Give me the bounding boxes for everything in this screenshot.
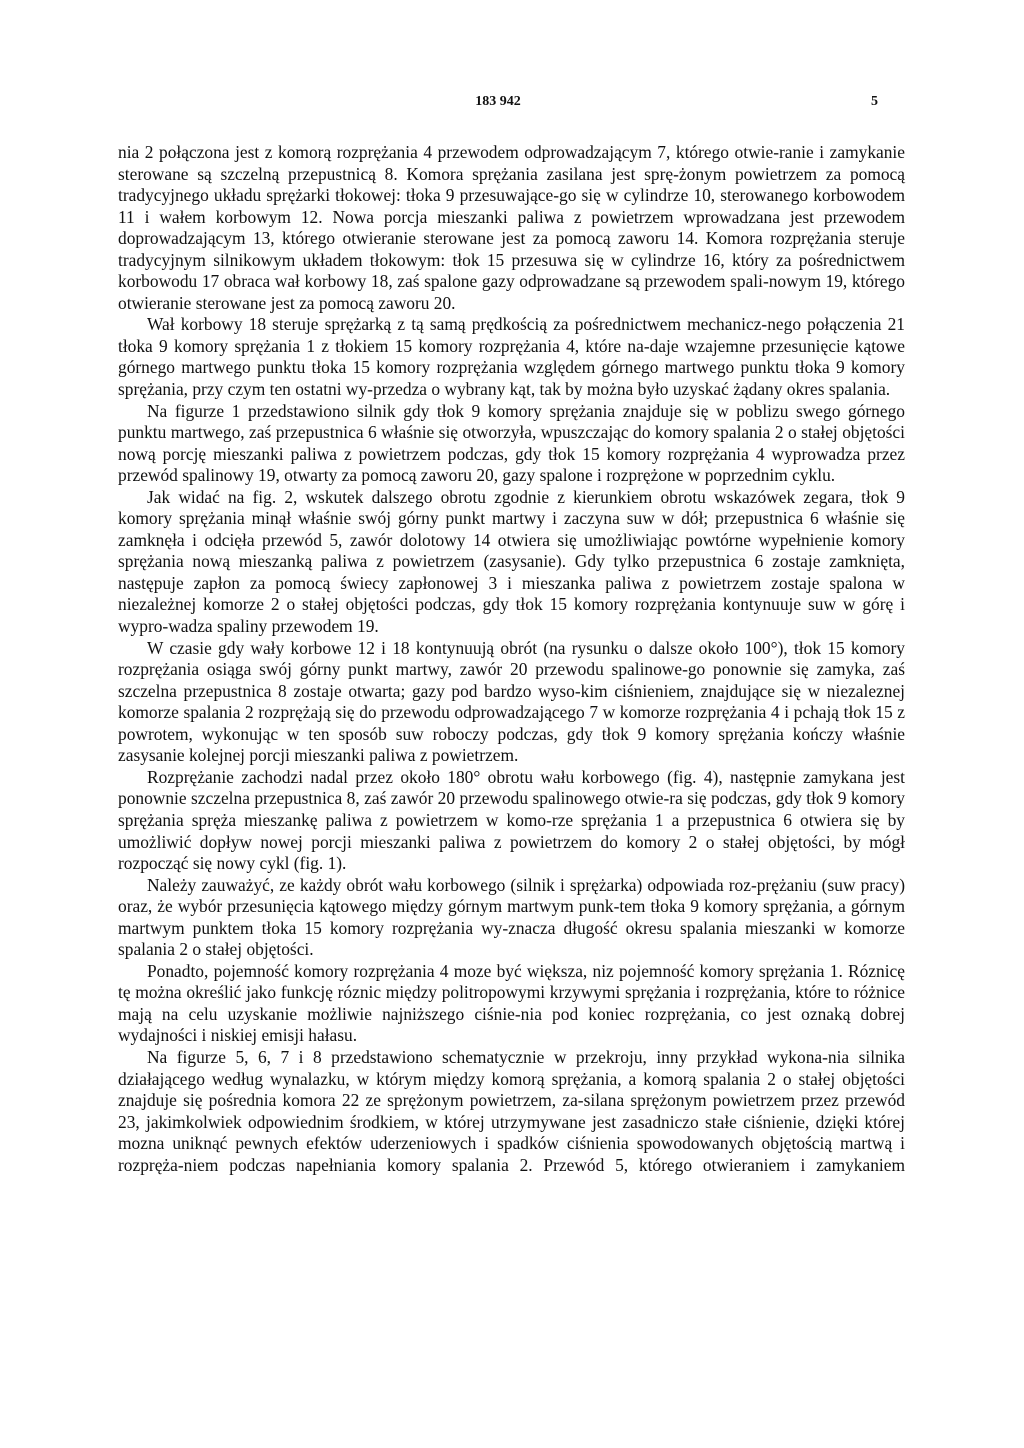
paragraph-8: Ponadto, pojemność komory rozprężania 4 moze być większa, niz pojemność komory sprężania 1. Róznicę tę można określić jako funkcję róznic między politropowymi krzywymi sprężania i rozprężania, które to różnice mają na celu uzyskanie możliwie najniższego ciśnie-nia pod koniec rozprężania, co jest oznaką dobrej wydajności i niskiej emisji hałasu. (118, 960, 905, 1046)
paragraph-4: Jak widać na fig. 2, wskutek dalszego obrotu zgodnie z kierunkiem obrotu wskazówek zegara, tłok 9 komory sprężania minął właśnie swój górny punkt martwy i zaczyna suw w dół; przepustnica 6 właśnie się zamknęła i odcięła przewód 5, zawór dolotowy 14 otwiera się umożliwiając powtórne wypełnienie komory sprężania nową mieszanką paliwa z powietrzem (zasysanie). Gdy tylko przepustnica 6 zostaje zamknięta, następuje zapłon za pomocą świecy zapłonowej 3 i mieszanka paliwa z powietrzem zostaje spalona w niezależnej komorze 2 o stałej objętości podczas, gdy tłok 15 komory rozprężania kontynuuje suw w górę i wypro-wadza spaliny przewodem 19. (118, 486, 905, 637)
page-header (118, 94, 878, 116)
paragraph-9: Na figurze 5, 6, 7 i 8 przedstawiono schematycznie w przekroju, inny przykład wykona-nia silnika działającego według wynalazku, w którym między komorą sprężania, a komorą spalania 2 o stałej objętości znajduje się pośrednia komora 22 ze sprężonym powietrzem, za-silana sprężonym powietrzem przez przewód 23, jakimkolwiek odpowiednim środkiem, w której utrzymywane jest zasadniczo stałe ciśnienie, dzięki której mozna uniknąć pewnych efektów uderzeniowych i spadków ciśnienia spowodowanych objętością martwą i rozpręża-niem podczas napełniania komory spalania 2. Przewód 5, którego otwieraniem i zamykaniem (118, 1046, 905, 1175)
paragraph-1: nia 2 połączona jest z komorą rozprężania 4 przewodem odprowadzającym 7, którego otwie-ranie i zamykanie sterowane są szczelną przepustnicą 8. Komora sprężania zasilana jest sprę-żonym powietrzem za pomocą tradycyjnego układu sprężarki tłokowej: tłoka 9 przesuwające-go się w cylindrze 10, sterowanego korbowodem 11 i wałem korbowym 12. Nowa porcja mieszanki paliwa z powietrzem wprowadzana jest przewodem doprowadzającym 13, którego otwieranie sterowane jest za pomocą zaworu 14. Komora rozprężania steruje tradycyjnym silnikowym układem tłokowym: tłok 15 przesuwa się w cylindrze 16, który za pośrednictwem korbowodu 17 obraca wał korbowy 18, zaś spalone gazy odprowadzane są przewodem spali-nowym 19, którego otwieranie sterowane jest za pomocą zaworu 20. (118, 142, 905, 313)
paragraph-2: Wał korbowy 18 steruje sprężarką z tą samą prędkością za pośrednictwem mechanicz-nego połączenia 21 tłoka 9 komory sprężania 1 z tłokiem 15 komory rozprężania 4, które na-daje wzajemne przesunięcie kątowe górnego martwego punktu tłoka 15 komory rozprężania względem górnego martwego punktu tłoka 9 komory sprężania, przy czym ten ostatni wy-przedza o wybrany kąt, tak by można było uzyskać żądany okres spalania. (118, 314, 905, 400)
paragraph-5: W czasie gdy wały korbowe 12 i 18 kontynuują obrót (na rysunku o dalsze około 100°), tłok 15 komory rozprężania osiąga swój górny punkt martwy, zawór 20 przewodu spalinowe-go ponownie się zamyka, zaś szczelna przepustnica 8 zostaje otwarta; gazy pod bardzo wyso-kim ciśnieniem, znajdujące się w niezaleznej komorze spalania 2 rozprężają się do przewodu odprowadzającego 7 w komorze rozprężania 4 i pchają tłok 15 z powrotem, wykonując w ten sposób suw roboczy podczas, gdy tłok 9 komory sprężania kończy właśnie zasysanie kolejnej porcji mieszanki paliwa z powietrzem. (118, 637, 905, 766)
page-number: 5 (871, 94, 878, 109)
body-text (118, 142, 905, 1176)
patent-number: 183 942 (475, 94, 521, 109)
paragraph-7: Należy zauważyć, ze każdy obrót wału korbowego (silnik i sprężarka) odpowiada roz-prężaniu (suw pracy) oraz, że wybór przesunięcia kątowego między górnym martwym punk-tem tłoka 9 komory sprężania, a górnym martwym punktem tłoka 15 komory rozprężania wy-znacza długość okresu spalania mieszanki w komorze spalania 2 o stałej objętości. (118, 874, 905, 960)
paragraph-6: Rozprężanie zachodzi nadal przez około 180° obrotu wału korbowego (fig. 4), następnie zamykana jest ponownie szczelna przepustnica 8, zaś zawór 20 przewodu spalinowego otwie-ra się podczas, gdy tłok 9 komory sprężania spręża mieszankę paliwa z powietrzem w komo-rze sprężania 1 a przepustnica 6 otwiera się by umożliwić dopływ nowej porcji mieszanki paliwa z powietrzem do komory 2 o stałej objętości, by mógł rozpocząć się nowy cykl (fig. 1). (118, 766, 905, 874)
paragraph-3: Na figurze 1 przedstawiono silnik gdy tłok 9 komory sprężania znajduje się w poblizu swego górnego punktu martwego, zaś przepustnica 6 właśnie się otworzyła, wpuszczając do komory spalania 2 o stałej objętości nową porcję mieszanki paliwa z powietrzem podczas, gdy tłok 15 komory rozprężania 4 wyprowadza przez przewód spalinowy 19, otwarty za pomocą zaworu 20, gazy spalone i rozprężone w poprzednim cyklu. (118, 400, 905, 486)
